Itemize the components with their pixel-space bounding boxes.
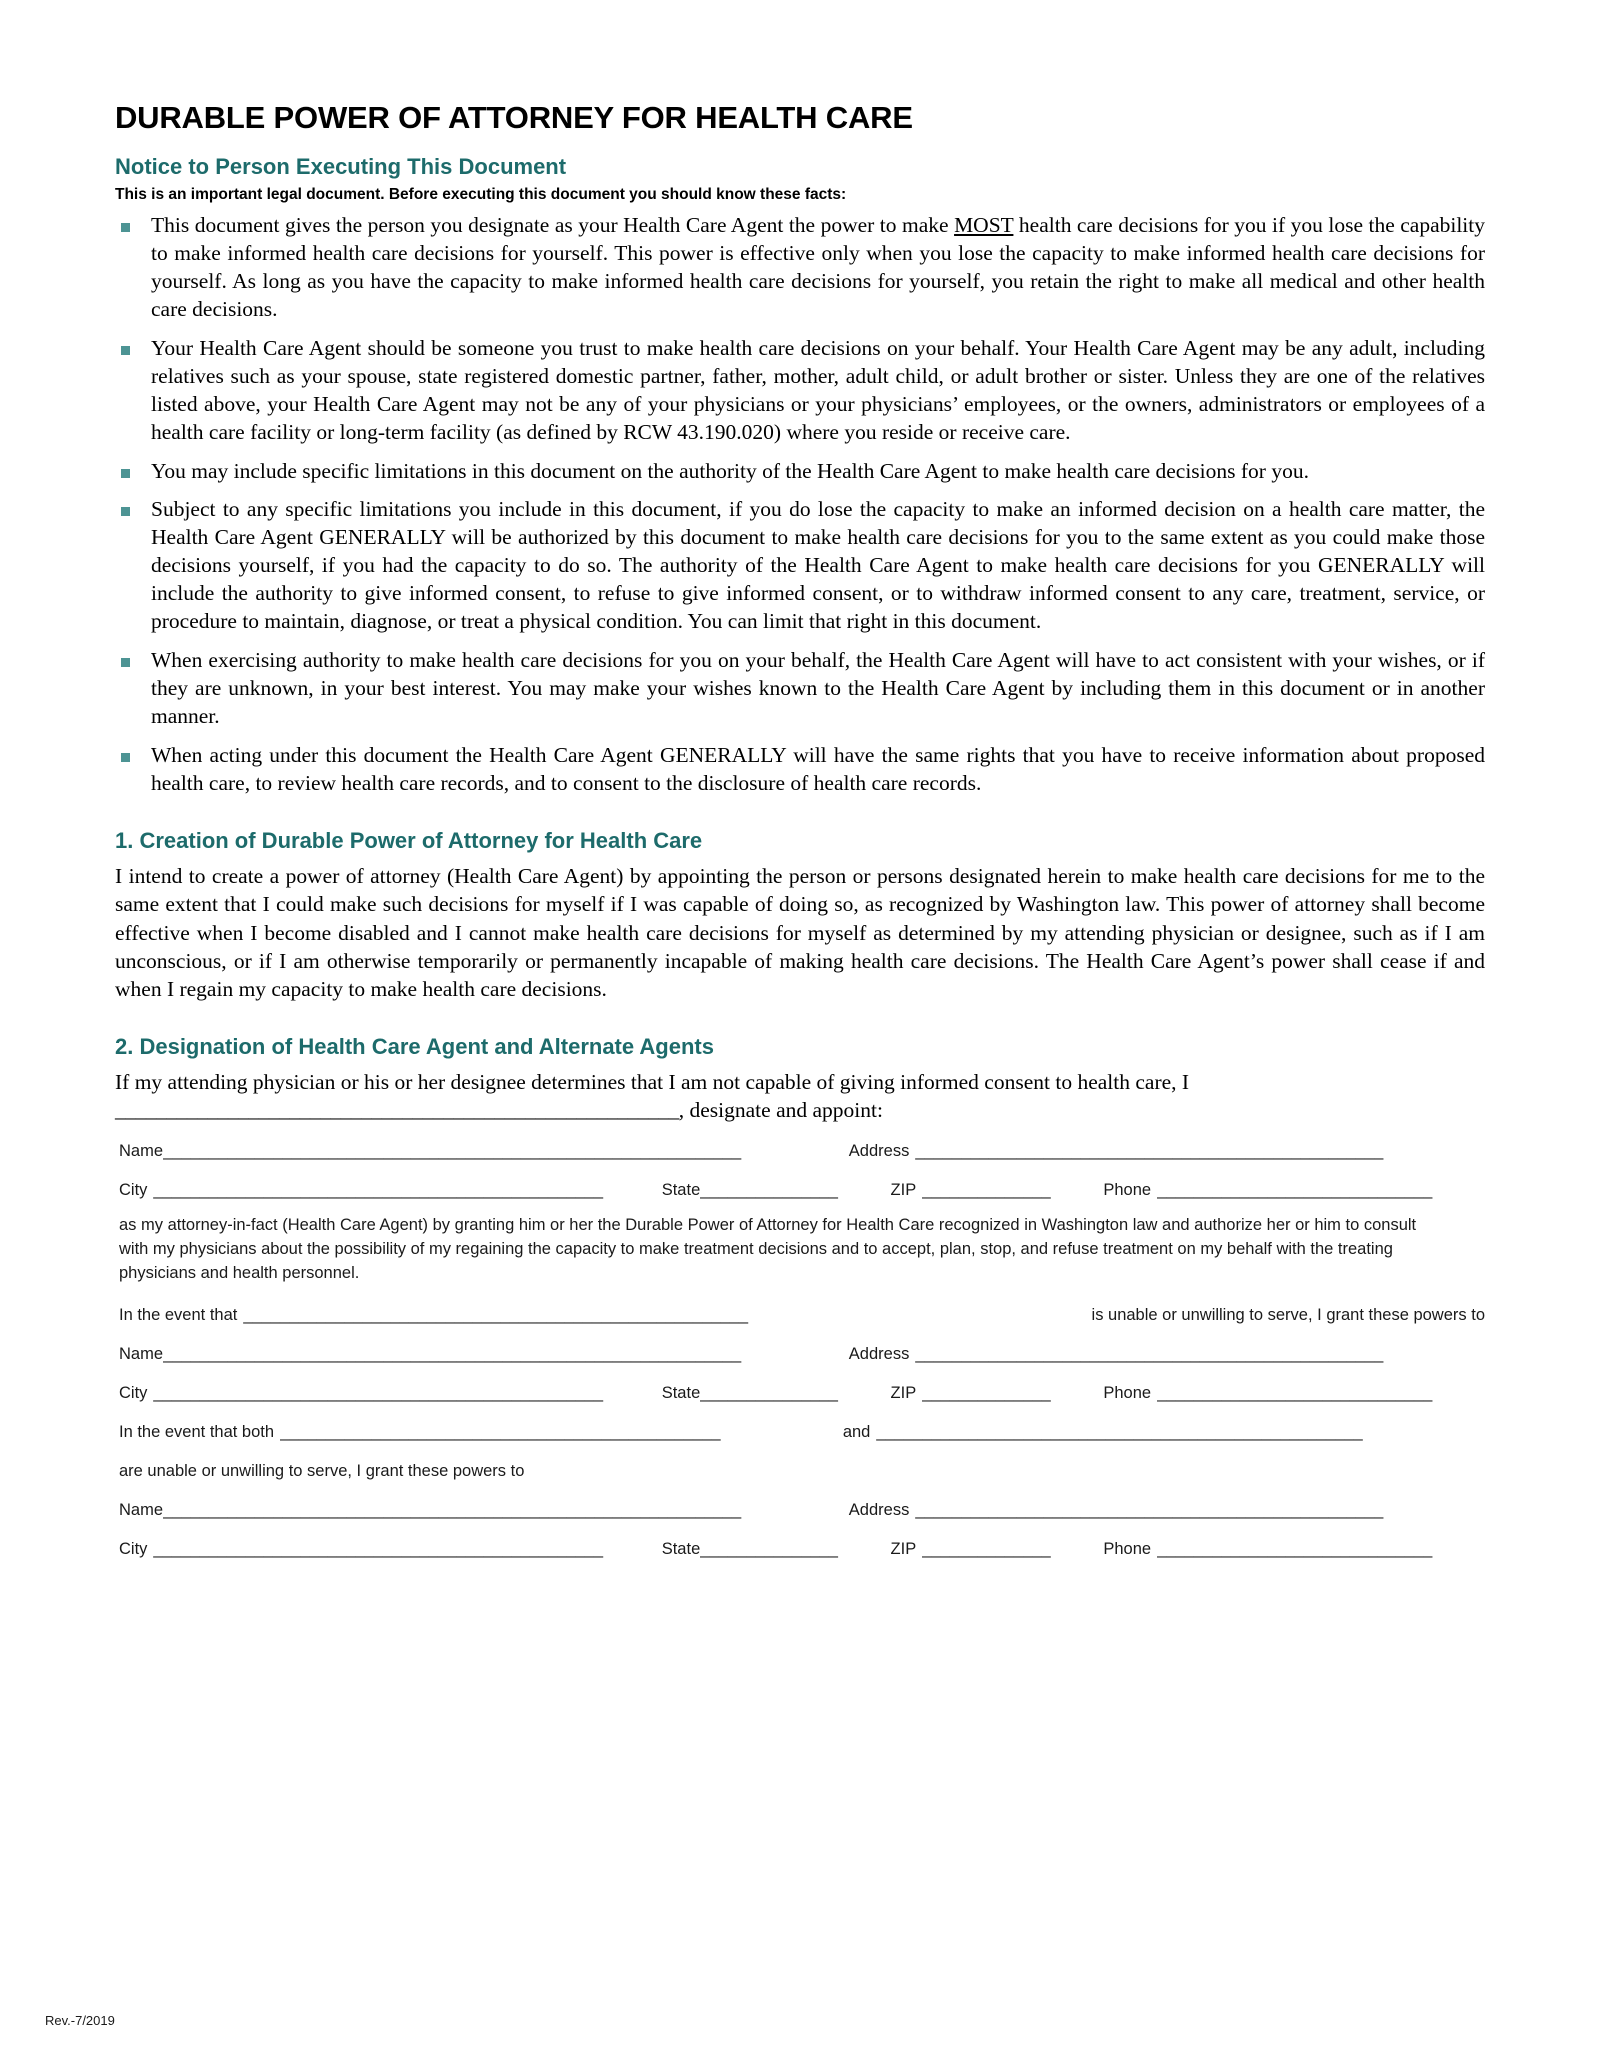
zip-label: ZIP [890, 1540, 917, 1559]
attorney-in-fact-note: as my attorney-in-fact (Health Care Agent) by granting him or her the Durable Power of Attorney for Health Care recognized in Washington law and authorize her or him to consult with my physicians about the possibility of my regaining the capacity to make treatment decisions and to accept, plan, stop, and refuse treatment on my behalf with the treating physicians and health personnel. [119, 1216, 1417, 1283]
bullet-text: Your Health Care Agent should be someone you trust to make health care decisions on your behalf. Your Health Care Agent may be any adult, including relatives such as your spouse, state registered domestic partner, father, mother, adult child, or adult brother or sister. Unless they are one of the relatives listed above, your Health Care Agent may not be any of your physicians or your physicians’ employees, or the owners, administrators or employees of a health care facility or long-term facility (as defined by RCW 43.190.020) where you reside or receive care. [151, 335, 1485, 444]
zip-input-line[interactable]: ______________ [922, 1384, 1051, 1403]
phone-label: Phone [1103, 1181, 1152, 1200]
revision-footer: Rev.-7/2019 [45, 2013, 115, 2028]
phone-label: Phone [1103, 1540, 1152, 1559]
bullet-text-pre: This document gives the person you designate as your Health Care Agent the power to make [151, 213, 955, 237]
bullet-text-post: health care decisions for you if you lose the capability to make informed health care decisions for yourself. This power is effective only when you lose the capacity to make informed health care decisions for yourself. As long as you have the capacity to make informed health care decisions for yourself, you retain the right to make all medical and other health care decisions. [151, 213, 1485, 321]
square-bullet-icon [121, 346, 130, 355]
list-item [115, 742, 1485, 798]
list-item [115, 496, 1485, 636]
in-event-that-both-label: In the event that both [119, 1423, 275, 1442]
list-item [115, 647, 1485, 731]
address-label: Address [848, 1345, 910, 1364]
address-input-line[interactable]: ___________________________________________________ [915, 1345, 1384, 1364]
state-label: State [661, 1540, 701, 1559]
city-label: City [119, 1384, 148, 1403]
and-label: and [842, 1423, 871, 1442]
square-bullet-icon [121, 658, 130, 667]
document-content [115, 100, 1485, 1579]
list-item [115, 335, 1485, 447]
list-item [115, 458, 1485, 486]
square-bullet-icon [121, 469, 130, 478]
notice-heading: Notice to Person Executing This Document [115, 154, 567, 179]
address-label: Address [848, 1501, 910, 1520]
name-label: Name [119, 1345, 164, 1364]
agent-form-area [115, 1142, 1485, 1559]
state-input-line[interactable]: _______________ [700, 1384, 838, 1403]
zip-label: ZIP [890, 1384, 917, 1403]
bullet-text: You may include specific limitations in this document on the authority of the Health Care Agent to make health care decisions for you. [151, 458, 1309, 483]
form-row-name-3 [115, 1501, 1485, 1520]
state-input-line[interactable]: _______________ [700, 1540, 838, 1559]
phone-input-line[interactable]: ______________________________ [1157, 1384, 1433, 1403]
bullet-text-underlined: MOST [954, 213, 1014, 237]
name-input-line[interactable]: _______________________________________________________________ [163, 1142, 742, 1161]
bullet-text: When acting under this document the Health Care Agent GENERALLY will have the same rights that you have to receive information about proposed health care, to review health care records, and to consent to the disclosure of health care records. [151, 742, 1485, 795]
city-input-line[interactable]: _________________________________________________ [153, 1540, 604, 1559]
square-bullet-icon [121, 507, 130, 516]
name-input-line[interactable]: _______________________________________________________________ [163, 1501, 742, 1520]
phone-input-line[interactable]: ______________________________ [1157, 1181, 1433, 1200]
state-label: State [661, 1384, 701, 1403]
address-input-line[interactable]: ___________________________________________________ [915, 1501, 1384, 1520]
form-row-name-2 [115, 1345, 1485, 1364]
zip-input-line[interactable]: ______________ [922, 1540, 1051, 1559]
bullet-text: When exercising authority to make health care decisions for you on your behalf, the Health Care Agent will have to act consistent with your wishes, or if they are unknown, in your best interest. You may make your wishes known to the Health Care Agent by including them in this document or in another manner. [151, 648, 1485, 728]
both-unable-tail: are unable or unwilling to serve, I grant these powers to [119, 1462, 525, 1481]
in-event-that-input-line[interactable]: _______________________________________________________ [243, 1306, 749, 1325]
form-row-city-2 [115, 1384, 1485, 1403]
both-second-input-line[interactable]: _____________________________________________________ [876, 1423, 1363, 1442]
page-title: DURABLE POWER OF ATTORNEY FOR HEALTH CARE [115, 100, 913, 135]
zip-input-line[interactable]: ______________ [922, 1181, 1051, 1200]
section-2-intro-pre: If my attending physician or his or her designee determines that I am not capable of giving informed consent to health care, I [115, 1069, 1190, 1094]
section-1-heading: 1. Creation of Durable Power of Attorney for Health Care [115, 827, 703, 853]
list-item [115, 212, 1485, 324]
bullet-text: Subject to any specific limitations you include in this document, if you do lose the capacity to make an informed decision on a health care matter, the Health Care Agent GENERALLY will be authorized by this document to make health care decisions for you to the same extent as you could make those decisions yourself, if you had the capacity to do so. The authority of the Health Care Agent to make health care decisions for you GENERALLY will include the authority to give informed consent, to refuse to give informed consent, or to withdraw informed consent to any care, treatment, service, or procedure to maintain, diagnose, or treat a physical condition. You can limit that right in this document. [151, 497, 1485, 634]
square-bullet-icon [121, 223, 130, 232]
form-row-city-3 [115, 1540, 1485, 1559]
form-row-in-event-that [115, 1306, 1485, 1325]
name-label: Name [119, 1501, 164, 1520]
address-label: Address [848, 1142, 910, 1161]
city-input-line[interactable]: _________________________________________________ [153, 1181, 604, 1200]
phone-label: Phone [1103, 1384, 1152, 1403]
both-first-input-line[interactable]: ________________________________________________ [280, 1423, 721, 1442]
form-row-name-1 [115, 1142, 1485, 1161]
designate-name-fill-line[interactable]: _______________________________________________________ [115, 1098, 679, 1123]
in-event-that-label: In the event that [119, 1306, 238, 1325]
section-2-heading: 2. Designation of Health Care Agent and Alternate Agents [115, 1033, 714, 1059]
in-event-that-tail: is unable or unwilling to serve, I grant these powers to [1091, 1306, 1485, 1325]
city-input-line[interactable]: _________________________________________________ [153, 1384, 604, 1403]
state-input-line[interactable]: _______________ [700, 1181, 838, 1200]
name-label: Name [119, 1142, 164, 1161]
city-label: City [119, 1540, 148, 1559]
address-input-line[interactable]: ___________________________________________________ [915, 1142, 1384, 1161]
square-bullet-icon [121, 753, 130, 762]
state-label: State [661, 1181, 701, 1200]
name-input-line[interactable]: _______________________________________________________________ [163, 1345, 742, 1364]
phone-input-line[interactable]: ______________________________ [1157, 1540, 1433, 1559]
form-row-city-1 [115, 1181, 1485, 1200]
city-label: City [119, 1181, 148, 1200]
section-2-intro-post: , designate and appoint: [678, 1098, 883, 1123]
notice-bullet-list [115, 212, 1485, 798]
section-1-paragraph: I intend to create a power of attorney (Health Care Agent) by appointing the person or persons designated herein to make health care decisions for me to the same extent that I could make such decisions for myself if I was capable of doing so, as recognized by Washington law. This power of attorney shall become effective when I become disabled and I cannot make health care decisions for myself as determined by my attending physician or designee, such as if I am unconscious, or if I am otherwise temporarily or permanently incapable of making health care decisions. The Health Care Agent’s power shall cease if and when I regain my capacity to make health care decisions. [115, 863, 1485, 1002]
form-row-in-event-that-both [115, 1423, 1485, 1442]
notice-lead: This is an important legal document. Before executing this document you should know these facts: [115, 186, 847, 203]
zip-label: ZIP [890, 1181, 917, 1200]
section-2-intro [115, 1068, 1485, 1125]
